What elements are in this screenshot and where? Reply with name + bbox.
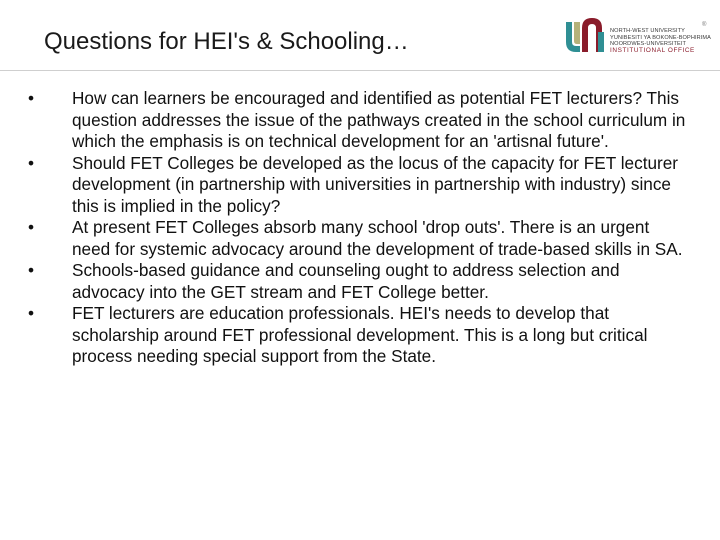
slide-title: Questions for HEI's & Schooling… <box>44 28 409 55</box>
logo-mark-icon <box>562 12 608 58</box>
registered-mark: ® <box>702 22 707 28</box>
university-logo <box>562 12 712 60</box>
bullet-item <box>28 260 688 303</box>
bullet-item <box>28 217 688 260</box>
bullet-symbol: • <box>28 303 35 323</box>
logo-line-setswana: YUNIBESITI YA BOKONE-BOPHIRIMA <box>610 34 712 41</box>
bullet-text: How can learners be encouraged and identified as potential FET lecturers? This question addresses the issue of the pathways created in the school curriculum in which the emphasis is on technical development for an 'artisnal future'. <box>72 88 686 151</box>
bullet-text: Should FET Colleges be developed as the locus of the capacity for FET lecturer development (in partnership with universities in partnership with industry) since this is implied in the policy? <box>72 152 679 216</box>
bullet-symbol: • <box>28 88 35 108</box>
bullet-symbol: • <box>28 217 35 237</box>
bullet-item <box>28 88 688 153</box>
bullet-item <box>28 153 688 218</box>
bullet-symbol: • <box>28 152 35 173</box>
bullet-text: Schools-based guidance and counseling ought to address selection and advocacy into the GET stream and FET College better. <box>72 260 620 302</box>
logo-line-english: NORTH-WEST UNIVERSITY <box>610 28 685 34</box>
bullet-text: FET lecturers are education professionals. HEI's needs to develop that scholarship around FET professional development. This is a long but critical process needing special support from the State. <box>72 303 648 366</box>
title-divider <box>0 70 720 71</box>
logo-text <box>610 28 711 54</box>
bullet-text: At present FET Colleges absorb many school 'drop outs'. There is an urgent need for systemic advocacy around the development of trade-based skills in SA. <box>72 217 683 259</box>
logo-office-line: INSTITUTIONAL OFFICE <box>610 46 695 54</box>
bullet-item <box>28 303 688 368</box>
bullet-symbol: • <box>28 260 35 280</box>
bullet-list <box>28 88 688 368</box>
logo-line-afrikaans: NOORDWES-UNIVERSITEIT <box>610 41 687 48</box>
